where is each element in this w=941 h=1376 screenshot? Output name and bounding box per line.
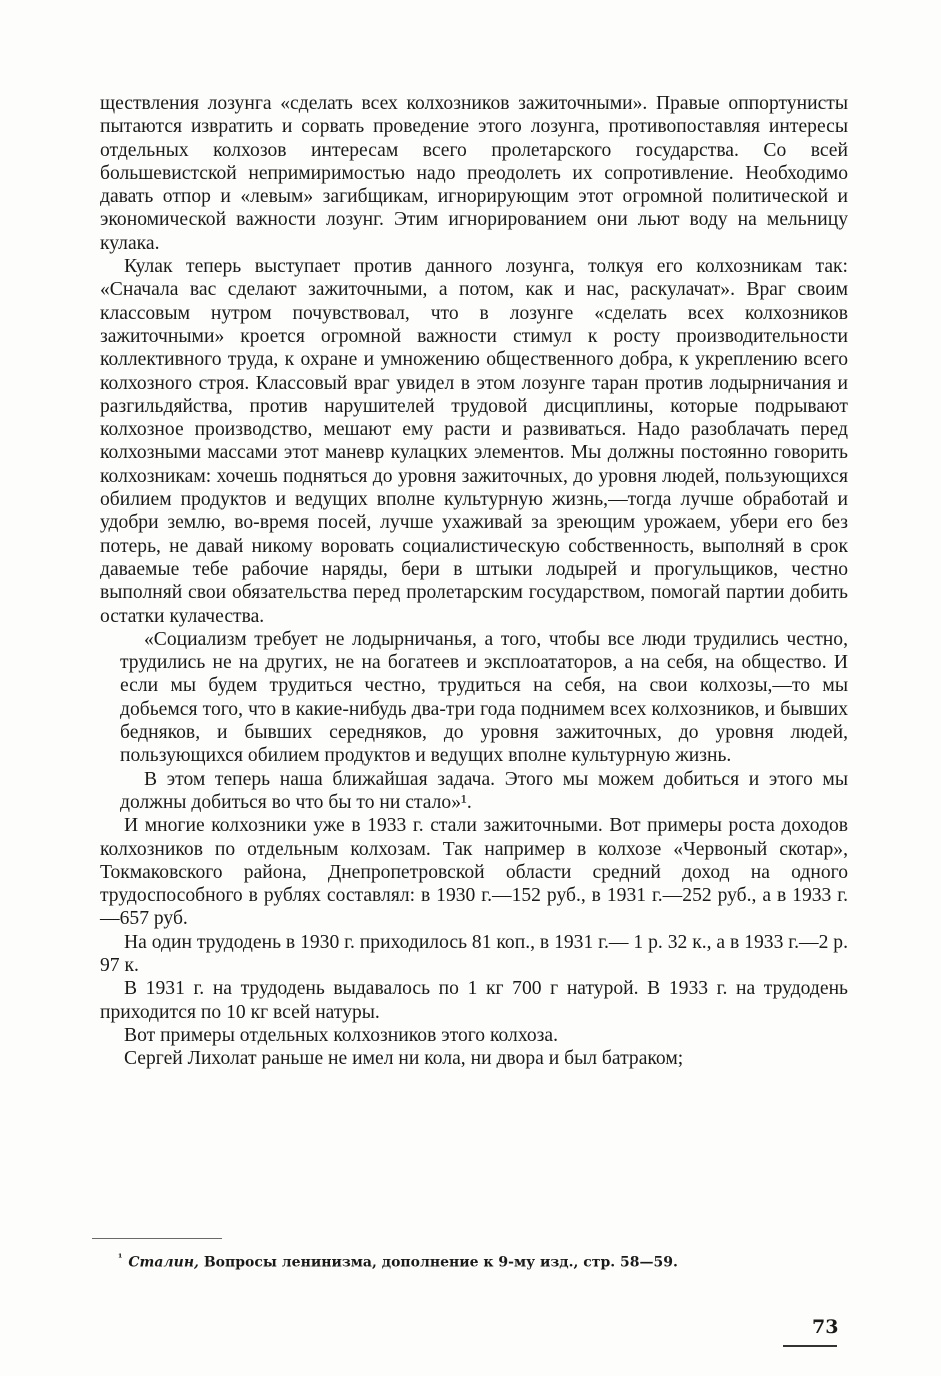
paragraph-continuation: ществления лозунга «сделать всех колхозников зажиточными». Правые оппортунисты пытаются извратить и сорвать проведение этого лозунга, противопоставляя интересы отдельных колхозов интересам всего пролетарского государства. Со всей большевистской непримиримостью надо преодолеть их сопротивление. Необходимо давать отпор и «левым» загибщикам, игнорирующим этот огромной политической и экономической важности лозунг. Этим игнорированием они льют воду на мельницу кулака.: [100, 93, 848, 254]
paragraph-members: Вот примеры отдельных колхозников этого колхоза.: [124, 1024, 559, 1046]
paragraph-likholat: Сергей Лихолат раньше не имел ни кола, ни двора и был батраком;: [124, 1048, 684, 1070]
page-number-rule: [783, 1345, 837, 1347]
paragraph-trudoden: На один трудодень в 1930 г. приходилось 81 коп., в 1931 г.— 1 р. 32 к., а в 1933 г.—2 р. 97 к.: [100, 931, 848, 976]
footnote: [118, 1248, 738, 1274]
body-text: [100, 92, 848, 1070]
footnote-source: Вопросы ленинизма, дополнение к 9-му изд., стр. 58—59.: [203, 1254, 678, 1271]
footnote-reference: ¹.: [461, 791, 472, 813]
quote-socialism: «Социализм требует не лодырничанья, а того, чтобы все люди трудились честно, трудились не на других, не на богатеев и эксплоататоров, а на себя, на общество. И если мы будем трудиться честно, трудиться на себя, на свои колхозы,—то мы добьемся того, что в какие-нибудь два-три года поднимем всех колхозников, и бывших бедняков, и бывших середняков, до уровня зажиточных, до уровня людей, пользующихся обилием продуктов и ведущих вполне культурную жизнь.: [120, 628, 848, 767]
paragraph-kulak: Кулак теперь выступает против данного лозунга, толкуя его колхозникам так: «Сначала вас сделают зажиточными, а потом, как и нас, раскулачат». Враг своим классовым нутром почувствовал, что в лозунге «сделать всех колхозников зажиточными» кроется огромной важности стимул к росту производительности коллективного труда, к охране и умножению общественного добра, к укреплению всего колхозного строя. Классовый враг увидел в этом лозунге таран против лодырничания и разгильдяйства, против нарушителей трудовой дисциплины, которые подрывают колхозное производство, мешают ему расти и развиваться. Надо разоблачать перед колхозными массами этот маневр кулацких элементов. Мы должны постоянно говорить колхозникам: хочешь подняться до уровня зажиточных, до уровня людей, пользующихся обилием продуктов и ведущих вполне культурную жизнь,—тогда лучше обработай и удобри землю, во-время посей, лучше ухаживай за зреющим урожаем, убери его без потерь, не давай никому воровать социалистическую собственность, выполняй в срок даваемые тебе рабочие наряды, бери в штыки лодырей и прогульщиков, честно выполняй свои обязательства перед пролетарским государством, помогай партии добить остатки кулачества.: [100, 256, 848, 627]
quote-task: [120, 768, 848, 815]
page-number: 73: [812, 1316, 839, 1338]
footnote-mark: ¹: [118, 1253, 123, 1264]
footnote-divider: [92, 1238, 222, 1239]
paragraph-natura: В 1931 г. на трудодень выдавалось по 1 кг 700 г натурой. В 1933 г. на трудодень приходится по 10 кг всей натуры.: [100, 978, 848, 1023]
paragraph-examples: И многие колхозники уже в 1933 г. стали зажиточными. Вот примеры роста доходов колхозников по отдельным колхозам. Так например в колхозе «Червоный скотар», Токмаковского района, Днепропетровской области средний доход на одного трудоспособного в рублях составлял: в 1930 г.—152 руб., в 1931 г.—252 руб., а в 1933 г.—657 руб.: [100, 815, 848, 930]
quote-task-text: В этом теперь наша ближайшая задача. Этого мы можем добиться и этого мы должны добиться во что бы то ни стало»: [120, 768, 848, 813]
footnote-author: Сталин,: [128, 1254, 199, 1271]
